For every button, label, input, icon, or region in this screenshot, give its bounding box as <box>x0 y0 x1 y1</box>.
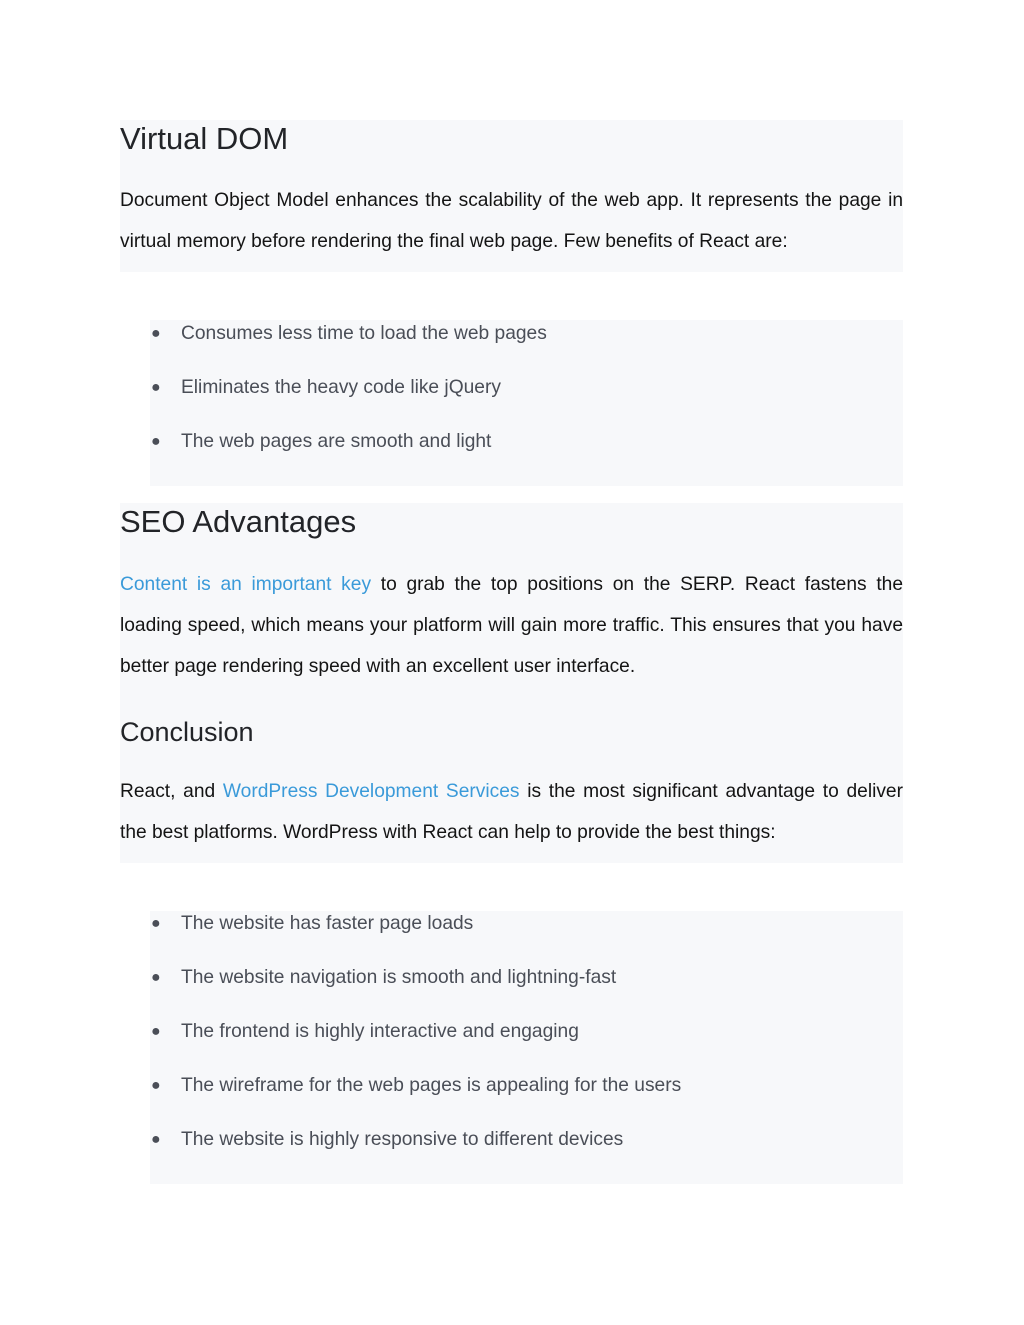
list-item-text: Consumes less time to load the web pages <box>181 323 547 344</box>
bullet-icon: ● <box>151 1023 161 1040</box>
list-item <box>151 376 881 430</box>
list-item <box>151 1020 881 1074</box>
list-item-text: The website is highly responsive to different devices <box>181 1129 624 1150</box>
list-item <box>151 322 881 376</box>
bullet-icon: ● <box>151 325 161 342</box>
virtual-dom-heading: Virtual DOM <box>120 121 289 156</box>
bullet-icon: ● <box>151 915 161 932</box>
bullet-icon: ● <box>151 1131 161 1148</box>
bullet-icon: ● <box>151 1077 161 1094</box>
list-item <box>151 430 881 484</box>
bullet-icon: ● <box>151 379 161 396</box>
bullet-icon: ● <box>151 969 161 986</box>
conclusion-text-before: React, and <box>120 781 223 802</box>
list-item-text: The website has faster page loads <box>181 913 474 934</box>
list-item <box>151 966 881 1020</box>
bullet-icon: ● <box>151 433 161 450</box>
list-item-text: The wireframe for the web pages is appealing for the users <box>181 1075 682 1096</box>
seo-paragraph-text: to grab the top positions on the SERP. React fastens the loading speed, which means your platform will gain more traffic. This ensures that you have better page rendering speed with an excellent user interface. <box>120 574 903 677</box>
list-item-text: Eliminates the heavy code like jQuery <box>181 377 501 398</box>
conclusion-heading: Conclusion <box>120 717 254 747</box>
list-item-text: The frontend is highly interactive and engaging <box>181 1021 579 1042</box>
virtual-dom-benefits-list <box>151 322 881 484</box>
list-item-text: The web pages are smooth and light <box>181 431 492 452</box>
list-item <box>151 1128 881 1182</box>
wordpress-services-link[interactable]: WordPress Development Services <box>222 781 520 802</box>
conclusion-paragraph <box>120 771 903 853</box>
conclusion-benefits-list <box>151 912 881 1182</box>
seo-heading: SEO Advantages <box>120 504 357 539</box>
list-item <box>151 912 881 966</box>
virtual-dom-paragraph: Document Object Model enhances the scalability of the web app. It represents the page in virtual memory before rendering the final web page. Few benefits of React are: <box>120 190 903 252</box>
seo-paragraph <box>120 564 903 687</box>
content-key-link[interactable]: Content is an important key <box>120 574 372 595</box>
list-item-text: The website navigation is smooth and lightning-fast <box>181 967 617 988</box>
list-item <box>151 1074 881 1128</box>
conclusion-text-after: is the most significant advantage to deliver the best platforms. WordPress with React can help to provide the best things: <box>120 781 903 843</box>
